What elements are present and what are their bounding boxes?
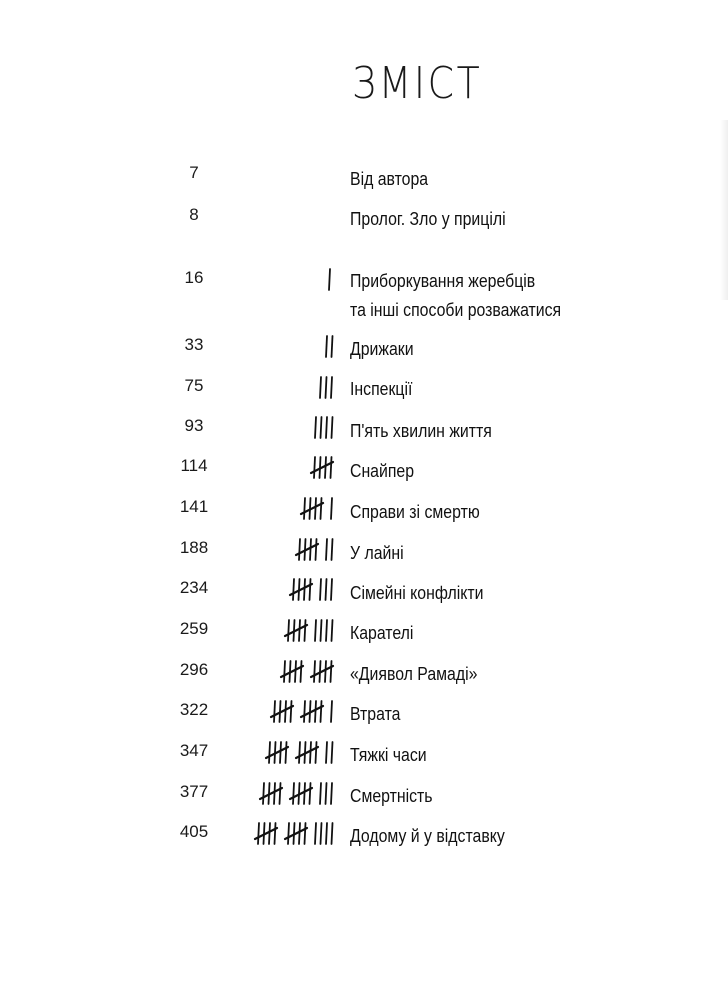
tally-stroke [299, 539, 300, 560]
tally-stroke [321, 701, 322, 722]
tally-stroke [326, 823, 327, 844]
tally-stroke [331, 661, 332, 682]
tally-stroke [320, 377, 321, 398]
tally-stroke [326, 377, 327, 398]
tally-stroke [293, 579, 294, 600]
tally-stroke [299, 620, 300, 641]
tally-stroke [321, 498, 322, 519]
tally-stroke [280, 783, 281, 804]
tally-marks-icon [298, 495, 336, 523]
page-number: 296 [179, 660, 209, 679]
chapter-title: Тяжкі часи [350, 745, 427, 765]
chapter-title: Сімейні конфлікти [350, 583, 484, 603]
tally-stroke [310, 742, 311, 763]
page-number: 93 [184, 416, 204, 435]
chapter-title: Додому й у відставку [350, 826, 505, 846]
tally-stroke [331, 620, 332, 641]
tally-stroke [315, 823, 316, 844]
tally-stroke [331, 457, 332, 478]
tally-stroke [325, 661, 326, 682]
tally-stroke [320, 783, 321, 804]
page-number: 322 [179, 700, 209, 719]
tally-marks-icon [252, 820, 337, 848]
tally-stroke [326, 336, 327, 357]
tally-stroke [274, 823, 275, 844]
tally-stroke [320, 823, 321, 844]
tally-stroke [326, 620, 327, 641]
tally-marks-icon [282, 617, 337, 645]
tally-stroke [331, 783, 332, 804]
tally-stroke [326, 783, 327, 804]
tally-marks-icon [278, 658, 336, 686]
tally-stroke [320, 579, 321, 600]
tally-stroke [320, 417, 321, 438]
chapter-title: П'ять хвилин життя [350, 421, 492, 441]
tally-stroke [331, 498, 332, 519]
tally-marks-icon [287, 576, 336, 604]
tally-stroke [331, 701, 332, 722]
tally-stroke [285, 742, 286, 763]
chapter-title: Від автора [350, 169, 429, 189]
tally-stroke [304, 620, 305, 641]
tally-stroke [288, 823, 289, 844]
tally-stroke [304, 823, 305, 844]
tally-stroke [315, 620, 316, 641]
page-number: 377 [179, 782, 209, 801]
tally-stroke [269, 823, 270, 844]
chapter-title: Дрижаки [350, 339, 414, 359]
tally-stroke [304, 498, 305, 519]
tally-stroke [284, 661, 285, 682]
chapter-title: Пролог. Зло у прицілі [350, 209, 506, 229]
chapter-title: Втрата [350, 704, 401, 724]
tally-marks-icon [326, 266, 336, 294]
tally-marks-icon [293, 536, 337, 564]
page-number: 114 [180, 456, 208, 475]
page-number: 347 [179, 741, 209, 760]
tally-marks-icon [268, 698, 336, 726]
tally-stroke [299, 742, 300, 763]
tally-stroke [329, 269, 330, 290]
tally-stroke [331, 539, 332, 560]
tally-marks-icon [317, 374, 336, 402]
tally-marks-icon [257, 780, 336, 808]
page-number: 7 [189, 163, 199, 182]
tally-stroke [301, 661, 302, 682]
tally-stroke [320, 620, 321, 641]
tally-marks-icon [308, 454, 336, 482]
tally-marks-icon [312, 414, 337, 442]
tally-marks-icon [263, 739, 337, 767]
tally-stroke [293, 783, 294, 804]
tally-stroke [291, 701, 292, 722]
tally-stroke [326, 417, 327, 438]
tally-stroke [274, 783, 275, 804]
tally-stroke [315, 417, 316, 438]
tally-stroke [326, 742, 327, 763]
tally-stroke [331, 417, 332, 438]
tally-stroke [325, 457, 326, 478]
tally-stroke [288, 620, 289, 641]
tally-stroke [304, 783, 305, 804]
page-number: 8 [189, 205, 199, 224]
tally-stroke [331, 336, 332, 357]
tally-stroke [314, 661, 315, 682]
tally-stroke [326, 579, 327, 600]
tally-stroke [331, 377, 332, 398]
chapter-title: «Диявол Рамаді» [350, 664, 478, 684]
tally-stroke [315, 498, 316, 519]
tally-stroke [280, 742, 281, 763]
tally-stroke [274, 701, 275, 722]
page-title: ЗМІСТ [352, 58, 483, 109]
page-number: 16 [184, 268, 204, 287]
tally-stroke [304, 579, 305, 600]
page-number: 259 [179, 619, 209, 638]
chapter-title-continued: та інші способи розважатися [350, 300, 562, 320]
page-number: 188 [179, 538, 209, 557]
page-number: 33 [184, 335, 204, 354]
tally-stroke [310, 579, 311, 600]
tally-stroke [331, 579, 332, 600]
tally-stroke [310, 539, 311, 560]
chapter-title: Інспекції [350, 379, 413, 399]
tally-stroke [258, 823, 259, 844]
tally-stroke [310, 783, 311, 804]
tally-stroke [315, 701, 316, 722]
tally-stroke [304, 701, 305, 722]
tally-stroke [299, 823, 300, 844]
page-number: 141 [179, 497, 209, 516]
tally-stroke [315, 539, 316, 560]
tally-stroke [314, 457, 315, 478]
chapter-title: Карателі [350, 623, 414, 643]
page-number: 234 [179, 578, 209, 597]
tally-stroke [326, 539, 327, 560]
chapter-title: Справи зі смертю [350, 502, 480, 522]
chapter-title: Приборкування жеребців [350, 271, 536, 291]
tally-marks-icon [323, 333, 337, 361]
tally-stroke [331, 742, 332, 763]
tally-stroke [295, 661, 296, 682]
page-number: 75 [184, 376, 204, 395]
page-number: 405 [179, 822, 209, 841]
tally-stroke [269, 742, 270, 763]
chapter-title: У лайні [350, 543, 404, 563]
chapter-title: Смертність [350, 786, 433, 806]
chapter-title: Снайпер [350, 461, 415, 481]
tally-stroke [315, 742, 316, 763]
tally-stroke [263, 783, 264, 804]
tally-stroke [331, 823, 332, 844]
tally-stroke [285, 701, 286, 722]
